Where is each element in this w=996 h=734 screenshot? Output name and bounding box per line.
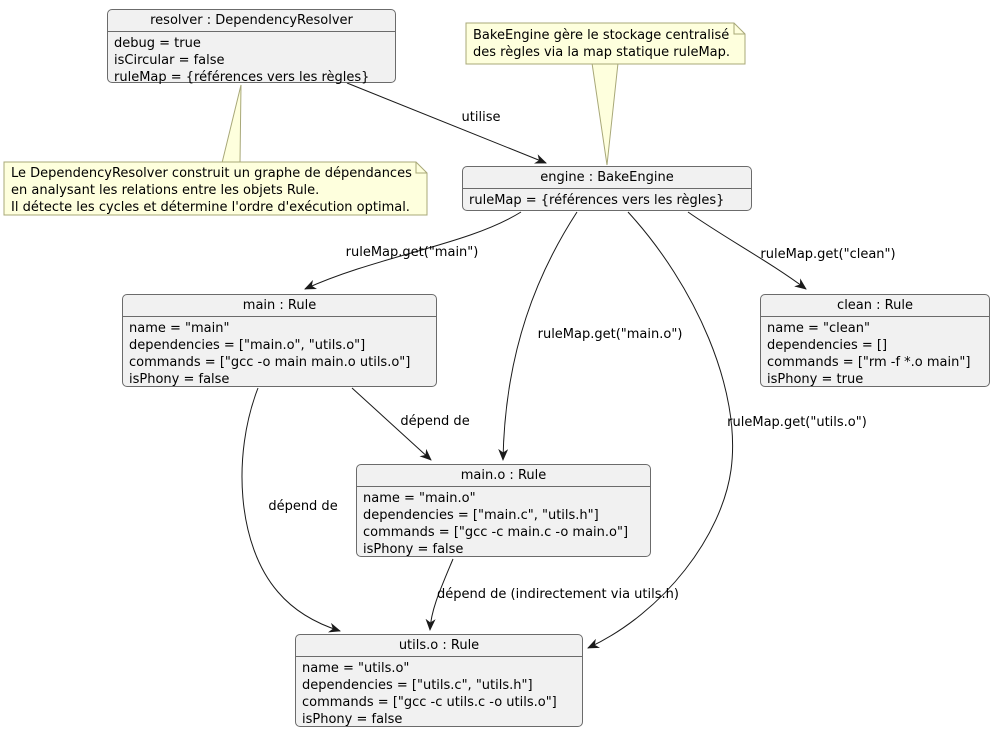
field: name = "main" [129, 321, 230, 336]
object-resolver-title: resolver : DependencyResolver [108, 10, 395, 32]
note-line: BakeEngine gère le stockage centralisé [473, 28, 730, 43]
field: ruleMap = {références vers les règles} [114, 70, 370, 85]
object-clean [760, 294, 990, 387]
object-clean-body [761, 317, 989, 390]
field: isPhony = false [302, 712, 403, 727]
object-utils-o [295, 634, 583, 727]
edge-label-get-utils-o: ruleMap.get("utils.o") [727, 415, 867, 430]
field: isCircular = false [114, 53, 225, 68]
field: name = "utils.o" [302, 661, 410, 676]
note-line: en analysant les relations entre les objets Rule. [11, 183, 320, 198]
note-line: Il détecte les cycles et détermine l'ordre d'exécution optimal. [11, 200, 410, 215]
object-main-o-body [357, 487, 650, 560]
field: isPhony = true [767, 372, 864, 387]
edge-engine-utils-o [588, 212, 733, 648]
field: commands = ["rm -f *.o main"] [767, 355, 971, 370]
note-connector-resolver [222, 85, 241, 163]
note-line: des règles via la map statique ruleMap. [473, 45, 731, 60]
field: isPhony = false [129, 372, 230, 387]
field: commands = ["gcc -c utils.c -o utils.o"] [302, 695, 557, 710]
object-resolver [107, 9, 396, 83]
field: name = "main.o" [363, 491, 476, 506]
edge-label-utilise: utilise [461, 110, 501, 125]
object-engine-body [463, 189, 751, 211]
object-main-title: main : Rule [123, 295, 436, 317]
object-utils-o-title: utils.o : Rule [296, 635, 582, 657]
edge-label-depend-indirect: dépend de (indirectement via utils.h) [437, 587, 679, 602]
object-main [122, 294, 437, 387]
edge-label-depend-2: dépend de [268, 499, 338, 514]
note-resolver [11, 165, 412, 216]
edge-label-get-main: ruleMap.get("main") [345, 245, 479, 260]
object-engine-title: engine : BakeEngine [463, 167, 751, 189]
field: commands = ["gcc -o main main.o utils.o"] [129, 355, 411, 370]
object-utils-o-body [296, 657, 582, 730]
object-main-o [356, 464, 651, 557]
edge-label-depend-1: dépend de [400, 414, 470, 429]
note-line: Le DependencyResolver construit un graphe de dépendances [11, 166, 412, 181]
object-engine [462, 166, 752, 211]
note-connector-engine [592, 63, 618, 165]
field: commands = ["gcc -c main.c -o main.o"] [363, 525, 629, 540]
field: name = "clean" [767, 321, 870, 336]
field: dependencies = ["utils.c", "utils.h"] [302, 678, 533, 693]
field: dependencies = ["main.c", "utils.h"] [363, 508, 599, 523]
edge-label-get-main-o: ruleMap.get("main.o") [537, 327, 683, 342]
object-resolver-body [108, 32, 395, 88]
object-clean-title: clean : Rule [761, 295, 989, 317]
edge-label-get-clean: ruleMap.get("clean") [760, 247, 896, 262]
field: dependencies = ["main.o", "utils.o"] [129, 338, 366, 353]
field: isPhony = false [363, 542, 464, 557]
field: dependencies = [] [767, 338, 888, 353]
field: ruleMap = {références vers les règles} [469, 193, 725, 208]
object-main-body [123, 317, 436, 390]
object-main-o-title: main.o : Rule [357, 465, 650, 487]
note-engine [473, 27, 730, 61]
field: debug = true [114, 36, 201, 51]
edge-resolver-engine [347, 83, 546, 163]
